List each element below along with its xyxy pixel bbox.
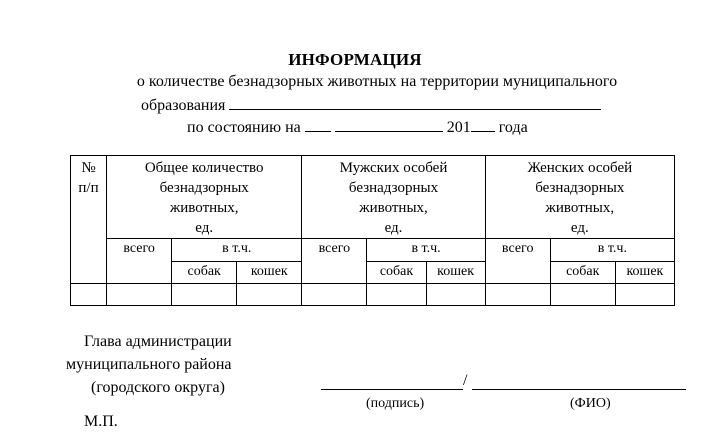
group-female-line: ед.	[570, 220, 589, 236]
group-male-header	[302, 156, 485, 239]
animals-table	[70, 155, 675, 306]
signatory-line3: (городского округа)	[91, 379, 225, 396]
group-male-line: животных,	[359, 200, 428, 216]
year-blank[interactable]	[471, 117, 495, 132]
total-incl-header: в т.ч.	[172, 239, 302, 262]
cell-total-cats[interactable]	[237, 284, 302, 306]
signatory-line2: муниципального района	[66, 356, 232, 373]
cell-total-dogs[interactable]	[172, 284, 237, 306]
group-total-header	[107, 156, 302, 239]
day-blank[interactable]	[305, 117, 331, 132]
cell-male-dogs[interactable]	[367, 284, 426, 306]
group-male-line: Мужских особей	[339, 160, 448, 176]
num-abbr: п/п	[78, 180, 99, 196]
group-female-line: животных,	[545, 200, 615, 216]
group-female-header	[485, 156, 674, 239]
document-title: ИНФОРМАЦИЯ	[288, 50, 422, 69]
col-num-header	[71, 156, 107, 284]
num-symbol: №	[81, 160, 96, 176]
female-dogs-header: собак	[550, 262, 615, 284]
female-cats-header: кошек	[615, 262, 674, 284]
document-subtitle: о количестве безнадзорных животных на территории муниципального	[136, 73, 618, 90]
total-all-header: всего	[107, 239, 172, 284]
signatory-block	[58, 330, 232, 399]
signature-blank[interactable]	[321, 375, 463, 390]
cell-total-all[interactable]	[107, 284, 172, 306]
group-total-line: Общее количество	[144, 160, 264, 176]
group-male-line: ед.	[384, 220, 403, 236]
group-female-line: Женских особей	[527, 160, 633, 176]
female-all-header: всего	[485, 239, 550, 284]
cell-male-all[interactable]	[302, 284, 367, 306]
group-total-line: ед.	[195, 220, 214, 236]
municipality-label: образования	[141, 97, 226, 114]
total-dogs-header: собак	[172, 262, 237, 284]
total-cats-header: кошек	[237, 262, 302, 284]
male-dogs-header: собак	[367, 262, 426, 284]
male-incl-header: в т.ч.	[367, 239, 485, 262]
fio-blank[interactable]	[472, 375, 686, 390]
year-suffix: года	[498, 119, 528, 136]
group-total-line: безнадзорных	[159, 180, 249, 196]
month-blank[interactable]	[335, 117, 443, 132]
fio-caption: (ФИО)	[570, 396, 611, 411]
group-total-line: животных,	[169, 200, 239, 216]
signature-caption: (подпись)	[366, 396, 425, 411]
subheader-row	[71, 239, 675, 262]
male-cats-header: кошек	[426, 262, 485, 284]
date-line	[187, 117, 528, 137]
group-female-line: безнадзорных	[535, 180, 625, 196]
male-all-header: всего	[302, 239, 367, 284]
cell-female-dogs[interactable]	[550, 284, 615, 306]
cell-num[interactable]	[71, 284, 107, 306]
municipality-blank[interactable]	[229, 95, 601, 110]
year-prefix: 201	[446, 119, 471, 136]
stamp-place-label: М.П.	[84, 413, 118, 430]
group-male-line: безнадзорных	[348, 180, 439, 196]
cell-female-cats[interactable]	[615, 284, 674, 306]
cell-female-all[interactable]	[485, 284, 550, 306]
female-incl-header: в т.ч.	[550, 239, 674, 262]
date-prefix: по состоянию на	[187, 119, 301, 136]
signature-separator: /	[463, 372, 468, 389]
cell-male-cats[interactable]	[426, 284, 485, 306]
signatory-line1: Глава администрации	[84, 333, 232, 350]
table-row	[71, 284, 675, 306]
municipality-line	[141, 95, 601, 115]
header-row	[71, 156, 675, 239]
